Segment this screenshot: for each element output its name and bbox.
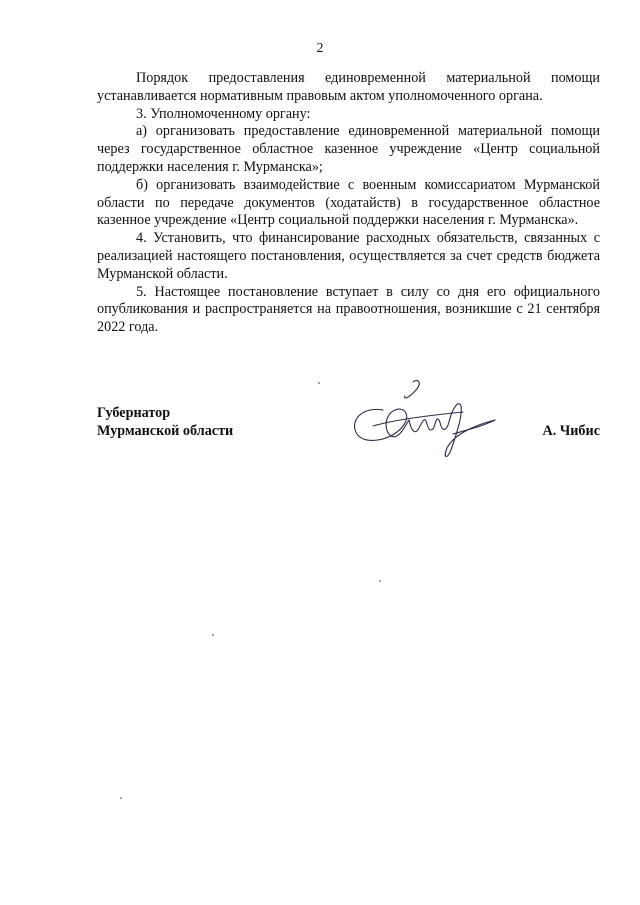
document-body [97, 70, 600, 337]
handwritten-signature [343, 376, 513, 466]
paragraph-item-5: 5. Настоящее постановление вступает в силу со дня его официального опубликования и распространяется на правоотношения, возникшие с 21 сентября 2022 года. [97, 283, 600, 336]
paragraph-item-4: 4. Установить, что финансирование расходных обязательств, связанных с реализацией настоящего постановления, осуществляется за счет средств бюджета Мурманской области. [97, 230, 600, 282]
scan-speck [379, 580, 381, 582]
signatory-name: А. Чибис [542, 423, 600, 439]
signatory-title [97, 404, 233, 440]
scan-speck [212, 634, 214, 636]
signature-block [97, 404, 600, 504]
paragraph-procedure: Порядок предоставления единовременной материальной помощи устанавливается нормативным правовым актом уполномоченного органа. [97, 70, 600, 104]
scan-speck [318, 382, 320, 384]
scan-speck [120, 797, 122, 799]
page-number: 2 [316, 41, 324, 56]
signatory-title-line2: Мурманской области [97, 423, 234, 439]
signatory-title-line1: Губернатор [97, 405, 171, 421]
paragraph-item-3a: а) организовать предоставление единовременной материальной помощи через государственное областное казенное учреждение «Центр социальной поддержки населения г. Мурманска»; [97, 123, 600, 175]
paragraph-item-3: 3. Уполномоченному органу: [136, 105, 311, 122]
paragraph-item-3b: б) организовать взаимодействие с военным комиссариатом Мурманской области по передаче документов (ходатайств) в государственное областное казенное учреждение «Центр социальной поддержки населения г. Мурманска». [97, 176, 600, 229]
